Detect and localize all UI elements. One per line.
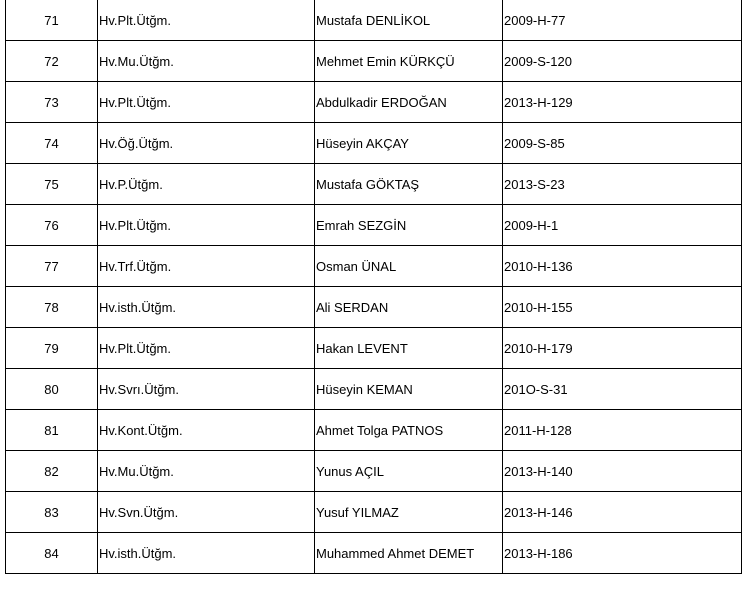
registry-code-cell: 2010-H-155	[503, 287, 742, 328]
table-row	[6, 0, 742, 41]
name-cell: Osman ÜNAL	[315, 246, 503, 287]
name-cell: Emrah SEZGİN	[315, 205, 503, 246]
table-row	[6, 41, 742, 82]
rank-cell: Hv.Plt.Ütğm.	[98, 328, 315, 369]
rank-cell: Hv.Mu.Ütğm.	[98, 41, 315, 82]
row-number-cell: 76	[6, 205, 98, 246]
row-number-cell: 74	[6, 123, 98, 164]
rank-cell: Hv.Trf.Ütğm.	[98, 246, 315, 287]
table-row	[6, 369, 742, 410]
rank-cell: Hv.Svn.Ütğm.	[98, 492, 315, 533]
personnel-table-body	[6, 0, 742, 574]
table-row	[6, 205, 742, 246]
table-row	[6, 328, 742, 369]
rank-cell: Hv.Plt.Ütğm.	[98, 0, 315, 41]
row-number-cell: 82	[6, 451, 98, 492]
name-cell: Mustafa DENLİKOL	[315, 0, 503, 41]
name-cell: Mehmet Emin KÜRKÇÜ	[315, 41, 503, 82]
table-row	[6, 410, 742, 451]
registry-code-cell: 2009-H-1	[503, 205, 742, 246]
registry-code-cell: 2009-H-77	[503, 0, 742, 41]
row-number-cell: 81	[6, 410, 98, 451]
registry-code-cell: 2010-H-179	[503, 328, 742, 369]
registry-code-cell: 2013-H-140	[503, 451, 742, 492]
rank-cell: Hv.Plt.Ütğm.	[98, 82, 315, 123]
row-number-cell: 79	[6, 328, 98, 369]
registry-code-cell: 2013-H-146	[503, 492, 742, 533]
row-number-cell: 73	[6, 82, 98, 123]
rank-cell: Hv.isth.Ütğm.	[98, 533, 315, 574]
registry-code-cell: 2013-S-23	[503, 164, 742, 205]
name-cell: Muhammed Ahmet DEMET	[315, 533, 503, 574]
name-cell: Hüseyin AKÇAY	[315, 123, 503, 164]
name-cell: Abdulkadir ERDOĞAN	[315, 82, 503, 123]
rank-cell: Hv.isth.Ütğm.	[98, 287, 315, 328]
row-number-cell: 80	[6, 369, 98, 410]
registry-code-cell: 2009-S-85	[503, 123, 742, 164]
registry-code-cell: 2013-H-186	[503, 533, 742, 574]
table-row	[6, 246, 742, 287]
name-cell: Yusuf YILMAZ	[315, 492, 503, 533]
personnel-table	[5, 0, 742, 574]
rank-cell: Hv.Kont.Ütğm.	[98, 410, 315, 451]
registry-code-cell: 2011-H-128	[503, 410, 742, 451]
row-number-cell: 83	[6, 492, 98, 533]
table-row	[6, 451, 742, 492]
table-row	[6, 164, 742, 205]
rank-cell: Hv.P.Ütğm.	[98, 164, 315, 205]
rank-cell: Hv.Svrı.Ütğm.	[98, 369, 315, 410]
row-number-cell: 71	[6, 0, 98, 41]
table-row	[6, 533, 742, 574]
table-row	[6, 123, 742, 164]
rank-cell: Hv.Plt.Ütğm.	[98, 205, 315, 246]
row-number-cell: 84	[6, 533, 98, 574]
table-row	[6, 492, 742, 533]
name-cell: Ahmet Tolga PATNOS	[315, 410, 503, 451]
row-number-cell: 77	[6, 246, 98, 287]
name-cell: Hüseyin KEMAN	[315, 369, 503, 410]
registry-code-cell: 201O-S-31	[503, 369, 742, 410]
registry-code-cell: 2009-S-120	[503, 41, 742, 82]
name-cell: Hakan LEVENT	[315, 328, 503, 369]
name-cell: Yunus AÇIL	[315, 451, 503, 492]
name-cell: Mustafa GÖKTAŞ	[315, 164, 503, 205]
registry-code-cell: 2010-H-136	[503, 246, 742, 287]
registry-code-cell: 2013-H-129	[503, 82, 742, 123]
table-row	[6, 287, 742, 328]
rank-cell: Hv.Mu.Ütğm.	[98, 451, 315, 492]
name-cell: Ali SERDAN	[315, 287, 503, 328]
rank-cell: Hv.Öğ.Ütğm.	[98, 123, 315, 164]
row-number-cell: 75	[6, 164, 98, 205]
row-number-cell: 72	[6, 41, 98, 82]
row-number-cell: 78	[6, 287, 98, 328]
table-row	[6, 82, 742, 123]
